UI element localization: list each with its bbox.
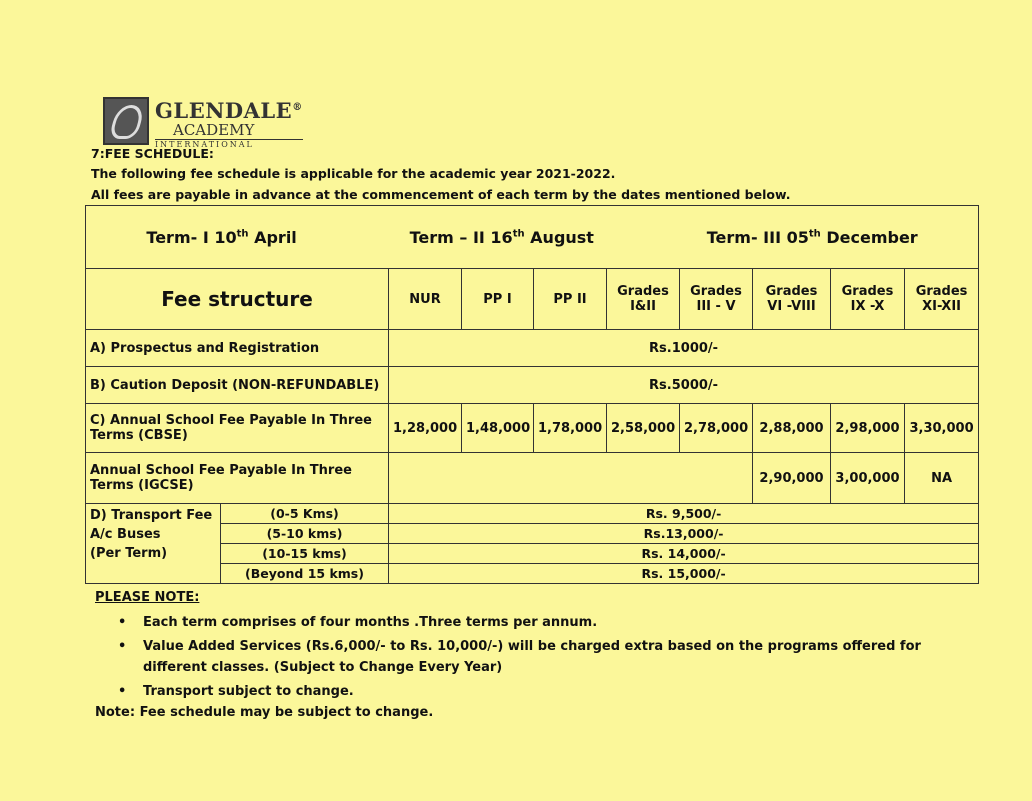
igcse-fee: 3,00,000: [831, 453, 905, 504]
cbse-label: C) Annual School Fee Payable In Three Terms (CBSE): [86, 404, 389, 453]
transport-range: (0-5 Kms): [221, 504, 389, 524]
cbse-fee: 2,88,000: [753, 404, 831, 453]
school-logo: [103, 97, 303, 149]
transport-fee: Rs. 15,000/-: [389, 564, 979, 584]
transport-row: [86, 504, 979, 524]
note-item: • Each term comprises of four months .Three terms per annum.: [118, 612, 968, 633]
grades-header-row: [86, 269, 979, 330]
grade-header: Grades IX -X: [831, 269, 905, 330]
cbse-fee: 2,78,000: [680, 404, 753, 453]
section-title: 7:FEE SCHEDULE:: [91, 146, 214, 161]
cbse-fee: 2,58,000: [607, 404, 680, 453]
grade-header: Grades I&II: [607, 269, 680, 330]
notes-list: [118, 612, 968, 705]
prospectus-row: [86, 330, 979, 367]
cbse-fee: 1,48,000: [462, 404, 534, 453]
caution-label: B) Caution Deposit (NON-REFUNDABLE): [86, 367, 389, 404]
footnote: Note: Fee schedule may be subject to change.: [95, 705, 434, 720]
note-item: • Value Added Services (Rs.6,000/- to Rs. 10,000/-) will be charged extra based on the programs offered for different classes. (Subject to Change Every Year): [118, 636, 968, 678]
note-item: • Transport subject to change.: [118, 681, 968, 702]
caution-row: [86, 367, 979, 404]
transport-fee: Rs. 14,000/-: [389, 544, 979, 564]
transport-range: (5-10 kms): [221, 524, 389, 544]
igcse-fee: NA: [905, 453, 979, 504]
transport-range: (10-15 kms): [221, 544, 389, 564]
intro-line-2: All fees are payable in advance at the commencement of each term by the dates mentioned below.: [91, 187, 791, 202]
prospectus-value: Rs.1000/-: [389, 330, 979, 367]
cbse-row: [86, 404, 979, 453]
grade-header: Grades XI-XII: [905, 269, 979, 330]
cbse-fee: 1,28,000: [389, 404, 462, 453]
terms-row: [86, 206, 979, 269]
igcse-label: Annual School Fee Payable In Three Terms (IGCSE): [86, 453, 389, 504]
grade-header: PP I: [462, 269, 534, 330]
transport-range: (Beyond 15 kms): [221, 564, 389, 584]
igcse-empty: [389, 453, 753, 504]
crest-icon: [103, 97, 149, 145]
notes-heading: PLEASE NOTE:: [95, 590, 200, 605]
fee-table: [85, 205, 979, 584]
fee-structure-heading: Fee structure: [86, 269, 389, 330]
grade-header: Grades VI -VIII: [753, 269, 831, 330]
grade-header: Grades III - V: [680, 269, 753, 330]
cbse-fee: 3,30,000: [905, 404, 979, 453]
grade-header: PP II: [534, 269, 607, 330]
transport-label: D) Transport Fee A/c Buses (Per Term): [86, 504, 221, 584]
term-1: Term- I 10th April: [146, 227, 297, 247]
cbse-fee: 1,78,000: [534, 404, 607, 453]
prospectus-label: A) Prospectus and Registration: [86, 330, 389, 367]
term-3: Term- III 05th December: [706, 227, 918, 247]
term-2: Term – II 16th August: [409, 227, 594, 247]
igcse-fee: 2,90,000: [753, 453, 831, 504]
transport-fee: Rs. 9,500/-: [389, 504, 979, 524]
caution-value: Rs.5000/-: [389, 367, 979, 404]
logo-intl: INTERNATIONAL: [155, 139, 303, 149]
intro-line-1: The following fee schedule is applicable for the academic year 2021-2022.: [91, 166, 616, 181]
logo-reg: ®: [292, 102, 303, 113]
transport-fee: Rs.13,000/-: [389, 524, 979, 544]
logo-name: GLENDALE: [155, 98, 293, 123]
cbse-fee: 2,98,000: [831, 404, 905, 453]
grade-header: NUR: [389, 269, 462, 330]
igcse-row: [86, 453, 979, 504]
logo-sub: ACADEMY: [173, 121, 255, 139]
